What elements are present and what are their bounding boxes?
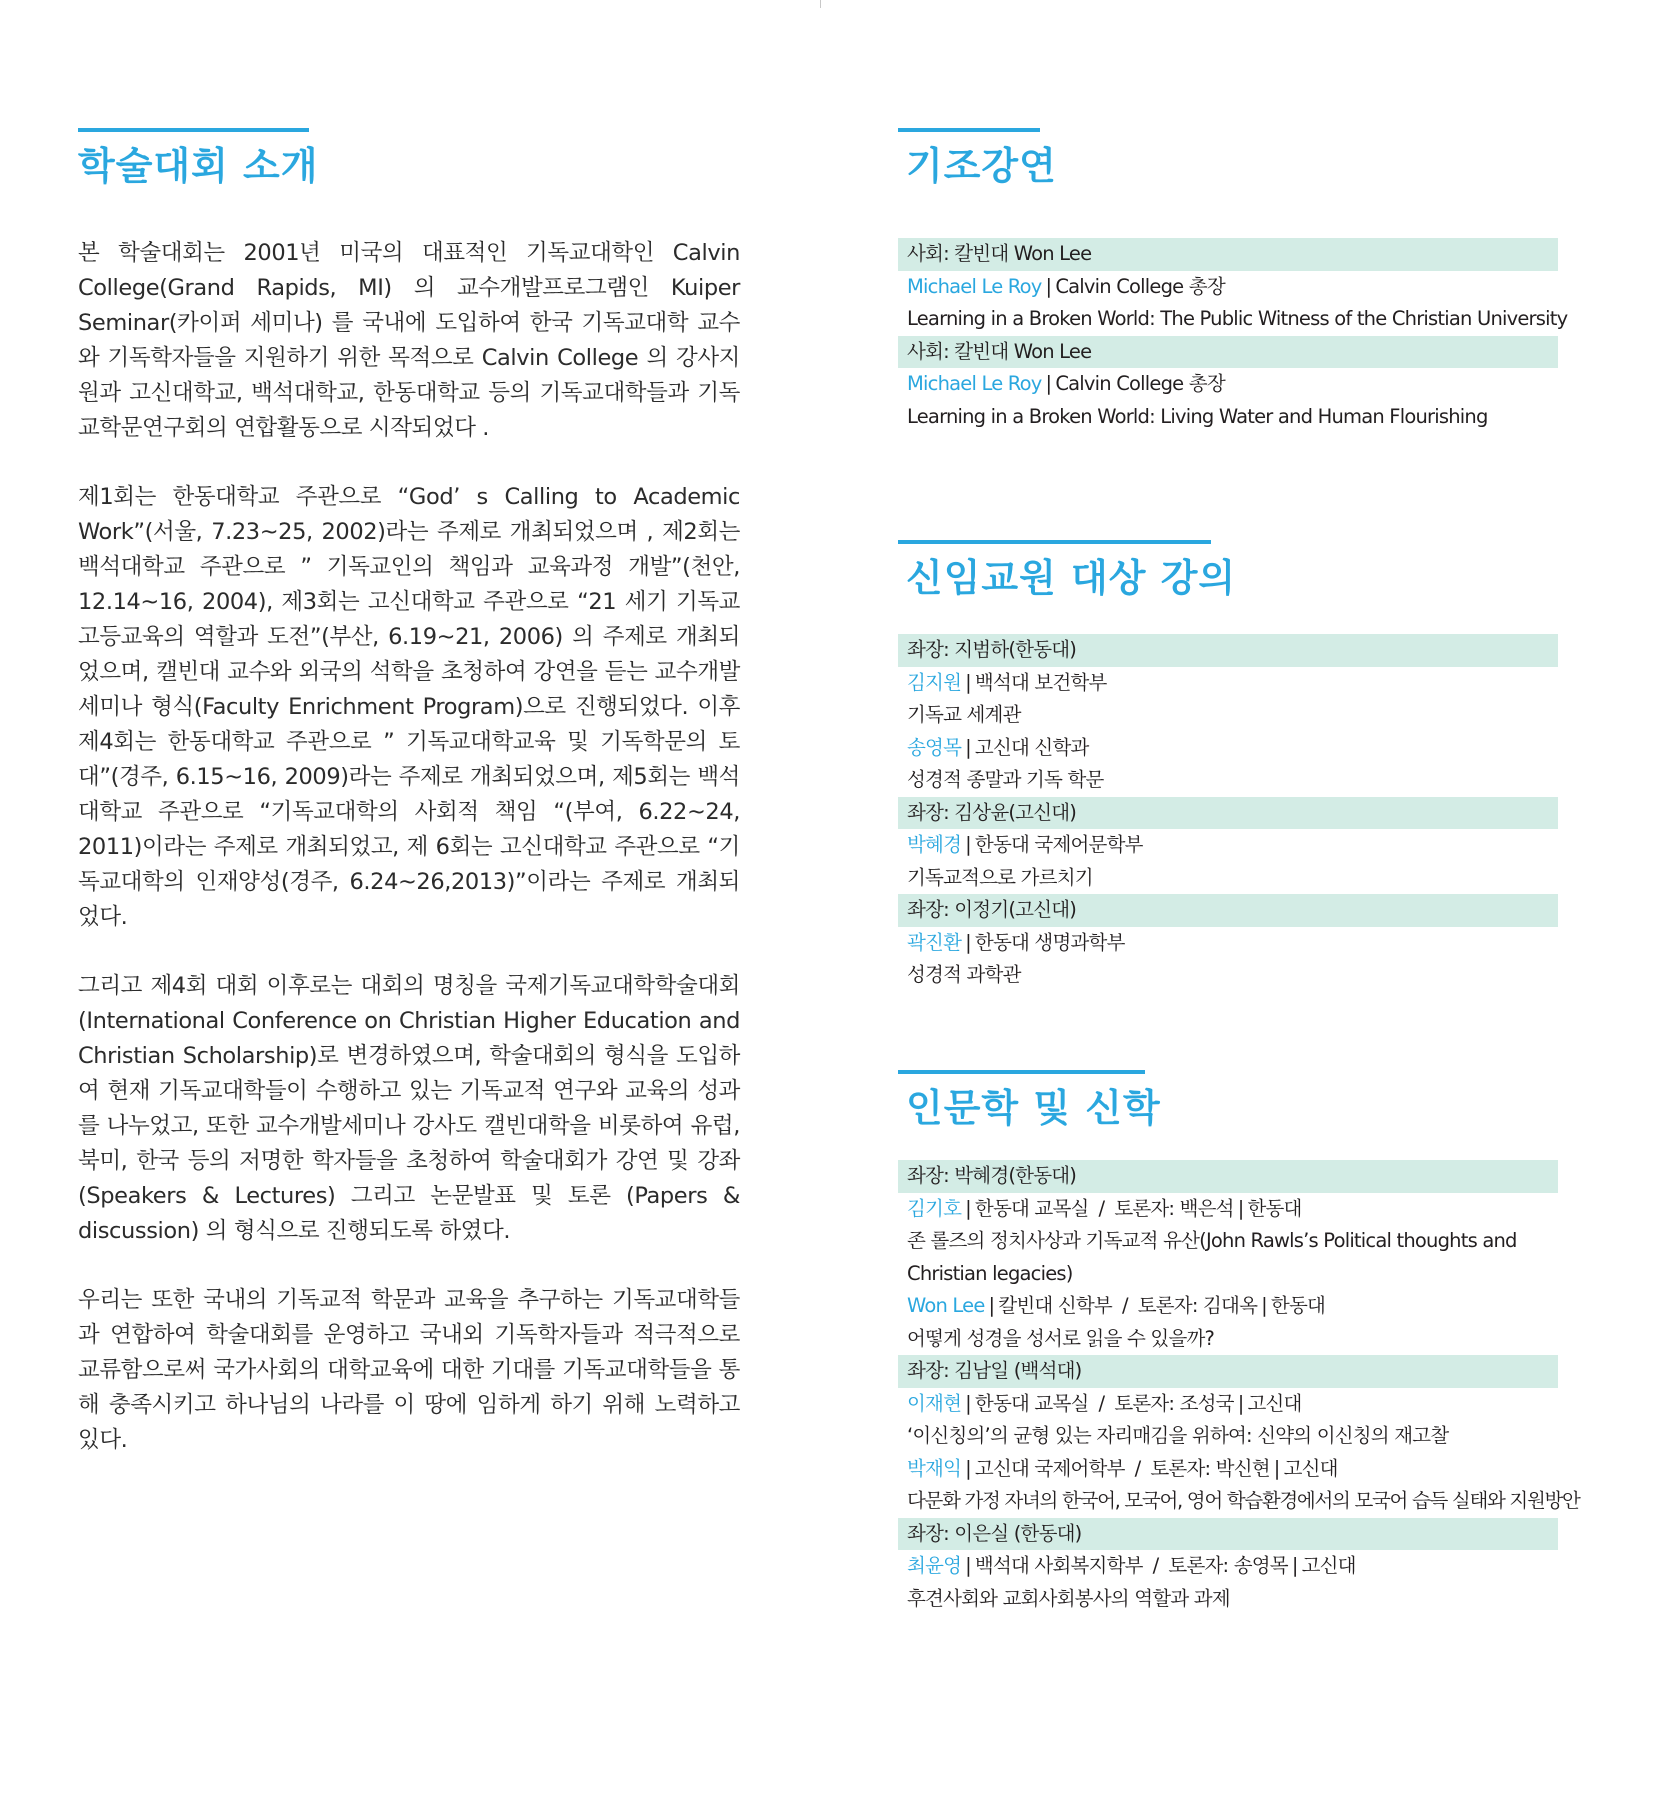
separator: | (965, 833, 971, 856)
session-chair: 좌장: 이정기(고신대) (898, 894, 1558, 927)
keynote-rule (898, 128, 1040, 132)
speaker-affiliation: 한동대 생명과학부 (974, 930, 1125, 954)
intro-body (78, 236, 740, 1458)
discussant-affiliation: 고신대 (1301, 1554, 1356, 1577)
speaker-row (898, 1453, 1558, 1486)
paper-topic: ‘이신칭의’의 균형 있는 자리매김을 위하여: 신약의 이신칭의 재고찰 (907, 1424, 1449, 1447)
session-chair: 좌장: 김상윤(고신대) (898, 797, 1558, 830)
keynote-topic: Learning in a Broken World: Living Water and Human Flourishing (907, 404, 1488, 428)
speaker-affiliation: 고신대 신학과 (974, 735, 1089, 759)
paper-topic: 후견사회와 교회사회봉사의 역할과 과제 (907, 1586, 1230, 1610)
intro-title: 학술대회 소개 (78, 144, 319, 188)
intro-paragraph: 그리고 제4회 대회 이후로는 대회의 명칭을 국제기독교대학학술대회 (International Conference on Christian Higher Education and Christian Scholarship)로 변경하였으며, 학술대회의 형식을 도입하여 현재 기독교대학들이 수행하고 있는 기독교적 연구와 교육의 성과를 나누었고, 또한 교수개발세미나 강사도 캘빈대학을 비롯하여 유럽, 북미, 한국 등의 저명한 학자들을 초청하여 학술대회가 강연 및 강좌 (Speakers & Lectures) 그리고 논문발표 및 토론 (Papers & discussion) 의 형식으로 진행되도록 하였다. (78, 973, 740, 1244)
separator: | (965, 1196, 971, 1220)
separator: | (1045, 274, 1052, 298)
separator: | (1261, 1294, 1267, 1317)
fold-mark (820, 0, 821, 8)
newfaculty-title: 신임교원 대상 강의 (906, 556, 1237, 600)
intro-column (78, 128, 740, 1492)
humanities-rule (898, 1070, 1145, 1074)
humanities-list (898, 1160, 1580, 1615)
speaker-name: 곽진환 (907, 930, 962, 954)
keynote-topic: Learning in a Broken World: The Public Witness of the Christian University (907, 307, 1568, 330)
paper-topic: 어떻게 성경을 성서로 읽을 수 있을까? (907, 1326, 1215, 1350)
separator: | (1273, 1456, 1280, 1480)
speaker-name: 최윤영 (907, 1554, 962, 1577)
speaker-affiliation: 칼빈대 신학부 (998, 1294, 1112, 1317)
discussant: 토론자: 박신현 (1150, 1456, 1270, 1480)
newfaculty-section (898, 540, 1558, 992)
separator: | (1291, 1554, 1298, 1577)
discussant: 토론자: 송영목 (1168, 1554, 1288, 1577)
slash-divider: / (1121, 1294, 1128, 1317)
speaker-affiliation: 고신대 국제어학부 (974, 1456, 1125, 1480)
keynote-chair: 사회: 칼빈대 Won Lee (898, 336, 1558, 369)
speaker-affiliation: Calvin College 총장 (1055, 372, 1225, 395)
discussant-affiliation: 한동대 (1247, 1196, 1302, 1220)
speaker-name: Michael Le Roy (907, 372, 1042, 395)
separator: | (965, 1456, 971, 1480)
speaker-row (898, 1290, 1558, 1323)
separator: | (1237, 1196, 1244, 1220)
speaker-affiliation: 한동대 교목실 (974, 1196, 1089, 1220)
speaker-row (898, 1388, 1558, 1421)
slash-divider: / (1152, 1554, 1159, 1577)
speaker-row (898, 1193, 1558, 1226)
lecture-topic: 기독교적으로 가르치기 (907, 865, 1093, 889)
speaker-name: Michael Le Roy (907, 274, 1042, 298)
lecture-topic: 성경적 과학관 (907, 963, 1021, 986)
discussant-affiliation: 고신대 (1247, 1391, 1302, 1415)
speaker-affiliation: 한동대 교목실 (974, 1391, 1089, 1415)
separator: | (965, 1391, 971, 1415)
separator: | (1045, 372, 1052, 395)
speaker-name: 박혜경 (907, 833, 962, 856)
speaker-name: Won Lee (907, 1294, 985, 1317)
speaker-row (898, 1550, 1558, 1583)
speaker-row (898, 829, 1558, 862)
newfaculty-rule (898, 540, 1211, 544)
intro-paragraph: 본 학술대회는 2001년 미국의 대표적인 기독교대학인 Calvin College(Grand Rapids, MI) 의 교수개발프로그램인 Kuiper Seminar(카이퍼 세미나) 를 국내에 도입하여 한국 기독교대학 교수와 기독학자들을 지원하기 위한 목적으로 Calvin College 의 강사지원과 고신대학교, 백석대학교, 한동대학교 등의 기독교대학들과 기독교학문연구회의 연합활동으로 시작되었다 . (78, 240, 740, 441)
speaker-affiliation: 한동대 국제어문학부 (974, 833, 1143, 856)
discussant: 토론자: 백은석 (1114, 1196, 1234, 1220)
speaker-name: 김기호 (907, 1196, 962, 1220)
humanities-section (898, 1070, 1580, 1615)
speaker-name: 송영목 (907, 735, 962, 759)
keynote-speaker-row (898, 271, 1558, 304)
newfaculty-list (898, 634, 1558, 992)
session-chair: 좌장: 이은실 (한동대) (898, 1518, 1558, 1551)
discussant-affiliation: 고신대 (1283, 1456, 1338, 1480)
speaker-affiliation: 백석대 사회복지학부 (974, 1554, 1143, 1577)
intro-paragraph: 우리는 또한 국내의 기독교적 학문과 교육을 추구하는 기독교대학들과 연합하여 학술대회를 운영하고 국내외 기독학자들과 적극적으로 교류함으로써 국가사회의 대학교육에 대한 기대를 기독교대학들을 통해 충족시키고 하나님의 나라를 이 땅에 임하게 하기 위해 노력하고 있다. (78, 1287, 740, 1453)
speaker-affiliation: 백석대 보건학부 (974, 670, 1107, 694)
session-chair: 좌장: 김남일 (백석대) (898, 1355, 1558, 1388)
intro-paragraph: 제1회는 한동대학교 주관으로 “God’ s Calling to Academic Work”(서울, 7.23~25, 2002)라는 주제로 개최되었으며 , 제2회는 백석대학교 주관으로 ” 기독교인의 책임과 교육과정 개발”(천안, 12.14~16, 2004), 제3회는 고신대학교 주관으로 “21 세기 기독교 고등교육의 역할과 도전”(부산, 6.19~21, 2006) 의 주제로 개최되었으며, 캘빈대 교수와 외국의 석학을 초청하여 강연을 듣는 교수개발 세미나 형식(Faculty Enrichment Program)으로 진행되었다. 이후 제4회는 한동대학교 주관으로 ” 기독교대학교육 및 기독학문의 토대”(경주, 6.15~16, 2009)라는 주제로 개최되었으며, 제5회는 백석대학교 주관으로 “기독교대학의 사회적 책임 “(부여, 6.22~24, 2011)이라는 주제로 개최되었고, 제 6회는 고신대학교 주관으로 “기독교대학의 인재양성(경주, 6.24~26,2013)”이라는 주제로 개최되었다. (78, 484, 740, 930)
discussant-affiliation: 한동대 (1270, 1294, 1326, 1317)
lecture-topic: 성경적 종말과 기독 학문 (907, 768, 1104, 791)
session-chair: 좌장: 박혜경(한동대) (898, 1160, 1558, 1193)
keynote-list (898, 238, 1568, 433)
humanities-title: 인문학 및 신학 (906, 1086, 1161, 1130)
keynote-chair: 사회: 칼빈대 Won Lee (898, 238, 1558, 271)
paper-topic: 존 롤즈의 정치사상과 기독교적 유산(John Rawls’s Political thoughts and Christian legacies) (907, 1229, 1517, 1285)
lecture-topic: 기독교 세계관 (907, 703, 1021, 726)
slash-divider: / (1134, 1456, 1141, 1480)
separator: | (1237, 1391, 1244, 1415)
slash-divider: / (1098, 1196, 1105, 1220)
separator: | (965, 930, 971, 954)
separator: | (965, 735, 971, 759)
keynote-title: 기조강연 (906, 144, 1057, 188)
speaker-row (898, 927, 1558, 960)
speaker-name: 김지원 (907, 670, 962, 694)
discussant: 토론자: 김대옥 (1137, 1294, 1258, 1317)
speaker-name: 박재익 (907, 1456, 962, 1480)
intro-rule (78, 128, 309, 132)
slash-divider: / (1098, 1391, 1105, 1415)
speaker-row (898, 732, 1558, 765)
separator: | (965, 670, 971, 694)
keynote-speaker-row (898, 368, 1558, 401)
discussant: 토론자: 조성국 (1114, 1391, 1234, 1415)
separator: | (988, 1294, 995, 1317)
speaker-affiliation: Calvin College 총장 (1055, 274, 1225, 298)
speaker-row (898, 667, 1558, 700)
session-chair: 좌장: 지범하(한동대) (898, 634, 1558, 667)
keynote-section (898, 128, 1568, 433)
paper-topic: 다문화 가정 자녀의 한국어, 모국어, 영어 학습환경에서의 모국어 습득 실태와 지원방안 (907, 1489, 1580, 1512)
separator: | (965, 1554, 971, 1577)
speaker-name: 이재현 (907, 1391, 962, 1415)
